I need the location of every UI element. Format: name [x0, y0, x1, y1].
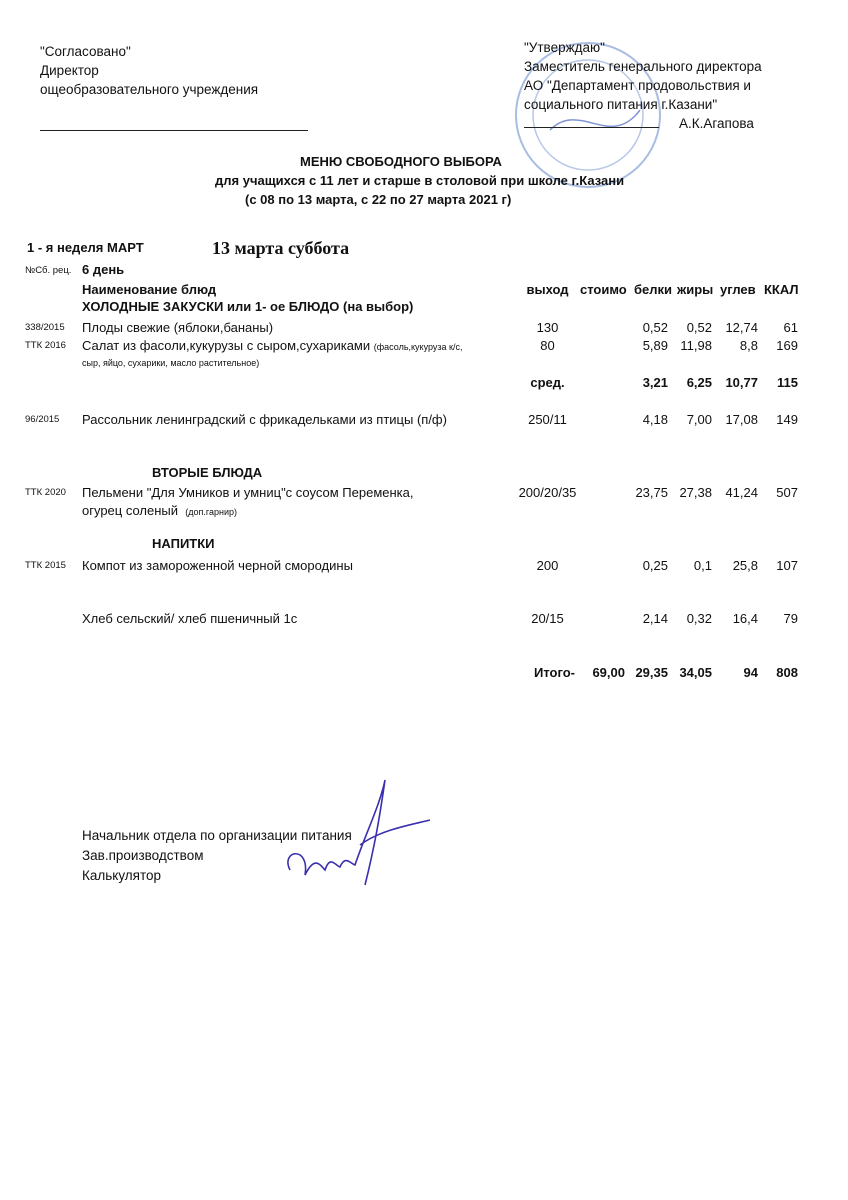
recipe-ref: 96/2015 — [25, 414, 60, 425]
menu-period: (с 08 по 13 марта, с 22 по 27 марта 2021 г) — [245, 192, 512, 207]
protein: 29,35 — [635, 665, 668, 680]
approval-position: Директор — [40, 63, 99, 78]
menu-title: МЕНЮ СВОБОДНОГО ВЫБОРА — [300, 154, 502, 169]
table-row — [0, 558, 848, 576]
recipe-ref: ТТК 2016 — [25, 340, 66, 351]
yield: 20/15 — [531, 611, 564, 626]
dish-name: Хлеб сельский/ хлеб пшеничный 1с — [82, 611, 298, 626]
protein: 2,14 — [642, 611, 668, 626]
kcal: 808 — [776, 665, 798, 680]
approval-label: "Согласовано" — [40, 44, 131, 59]
carbs: 25,8 — [732, 558, 758, 573]
footer-position: Зав.производством — [82, 848, 204, 863]
header-name: Наименование блюд — [82, 282, 217, 297]
average-row — [0, 375, 848, 393]
carbs: 16,4 — [732, 611, 758, 626]
kcal: 149 — [776, 412, 798, 427]
signature-line — [40, 130, 308, 131]
protein: 3,21 — [642, 375, 668, 390]
table-header — [0, 282, 848, 300]
yield: 80 — [540, 338, 555, 353]
footer-position: Калькулятор — [82, 868, 162, 883]
header-protein: белки — [634, 282, 673, 297]
menu-subtitle: для учащихся с 11 лет и старше в столовой при школе г.Казани — [215, 173, 625, 188]
kcal: 169 — [776, 338, 798, 353]
dish-name-2: огурец соленый — [82, 503, 179, 518]
header-cost: стоимо — [580, 282, 627, 297]
approval-position: Заместитель генерального директора — [524, 59, 762, 74]
handwritten-signature — [280, 775, 440, 900]
header-kcal: ККАЛ — [764, 282, 799, 297]
kcal: 107 — [776, 558, 798, 573]
fat: 0,1 — [693, 558, 712, 573]
carbs: 17,08 — [725, 412, 758, 427]
table-row — [0, 338, 848, 368]
average-label: сред. — [530, 375, 565, 390]
fat: 11,98 — [680, 338, 712, 353]
section-cold: ХОЛОДНЫЕ ЗАКУСКИ или 1- ое БЛЮДО (на выбор) — [82, 299, 414, 314]
header-fat: жиры — [677, 282, 714, 297]
dish-name: Рассольник ленинградский с фрикадельками из птицы (п/ф) — [82, 412, 447, 427]
total-label: Итого- — [534, 665, 575, 680]
dish-name: Салат из фасоли,кукурузы с сыром,сухариками — [82, 338, 371, 353]
right-approval — [524, 38, 762, 133]
fat: 0,52 — [686, 320, 712, 335]
carbs: 8,8 — [739, 338, 758, 353]
yield: 130 — [536, 320, 559, 335]
protein: 23,75 — [635, 485, 668, 500]
recipe-ref: 338/2015 — [25, 322, 65, 333]
protein: 5,89 — [642, 338, 668, 353]
dish-note: сыр, яйцо, сухарики, масло растительное) — [82, 358, 260, 368]
footer-position: Начальник отдела по организации питания — [82, 828, 352, 843]
table-row — [0, 320, 848, 338]
total-cost: 69,00 — [592, 665, 625, 680]
approval-label: "Утверждаю" — [524, 40, 605, 55]
dish-note: (доп.гарнир) — [185, 507, 238, 517]
fat: 27,38 — [679, 485, 712, 500]
approval-org-2: социального питания г.Казани" — [524, 97, 718, 112]
date-label: 13 марта суббота — [212, 238, 350, 258]
fat: 6,25 — [686, 375, 712, 390]
fat: 0,32 — [686, 611, 712, 626]
kcal: 115 — [777, 375, 798, 390]
week-label: 1 - я неделя МАРТ — [27, 240, 144, 255]
kcal: 61 — [783, 320, 798, 335]
approval-signer: А.К.Агапова — [679, 116, 754, 131]
recipe-ref: ТТК 2020 — [25, 487, 66, 498]
protein: 0,52 — [642, 320, 668, 335]
table-row — [0, 412, 848, 430]
protein: 0,25 — [642, 558, 668, 573]
protein: 4,18 — [642, 412, 668, 427]
kcal: 79 — [783, 611, 798, 626]
signature-line — [524, 127, 659, 128]
kcal: 507 — [776, 485, 798, 500]
dish-note: (фасоль,кукуруза к/с, — [373, 342, 463, 352]
yield: 250/11 — [528, 412, 567, 427]
carbs: 94 — [743, 665, 758, 680]
carbs: 12,74 — [725, 320, 758, 335]
approval-org: ощеобразовательного учреждения — [40, 82, 259, 97]
approval-org: АО "Департамент продовольствия и — [524, 78, 751, 93]
ref-label: №Сб. рец. — [25, 265, 72, 276]
table-row — [0, 485, 848, 518]
yield: 200/20/35 — [518, 485, 577, 500]
table-row — [0, 611, 848, 629]
dish-name: Плоды свежие (яблоки,бананы) — [82, 320, 274, 335]
carbs: 10,77 — [725, 375, 758, 390]
header-yield: выход — [526, 282, 569, 297]
fat: 7,00 — [686, 412, 712, 427]
carbs: 41,24 — [725, 485, 758, 500]
dish-name: Пельмени "Для Умников и умниц"с соусом Переменка, — [82, 485, 414, 500]
dish-name: Компот из замороженной черной смородины — [82, 558, 353, 573]
day-label: 6 день — [82, 262, 125, 277]
yield: 200 — [536, 558, 559, 573]
header-carbs: углев — [720, 282, 756, 297]
section-second: ВТОРЫЕ БЛЮДА — [152, 465, 263, 480]
recipe-ref: ТТК 2015 — [25, 560, 66, 571]
left-approval — [40, 42, 258, 99]
section-drinks: НАПИТКИ — [152, 536, 215, 551]
fat: 34,05 — [679, 665, 712, 680]
total-row — [0, 665, 848, 683]
